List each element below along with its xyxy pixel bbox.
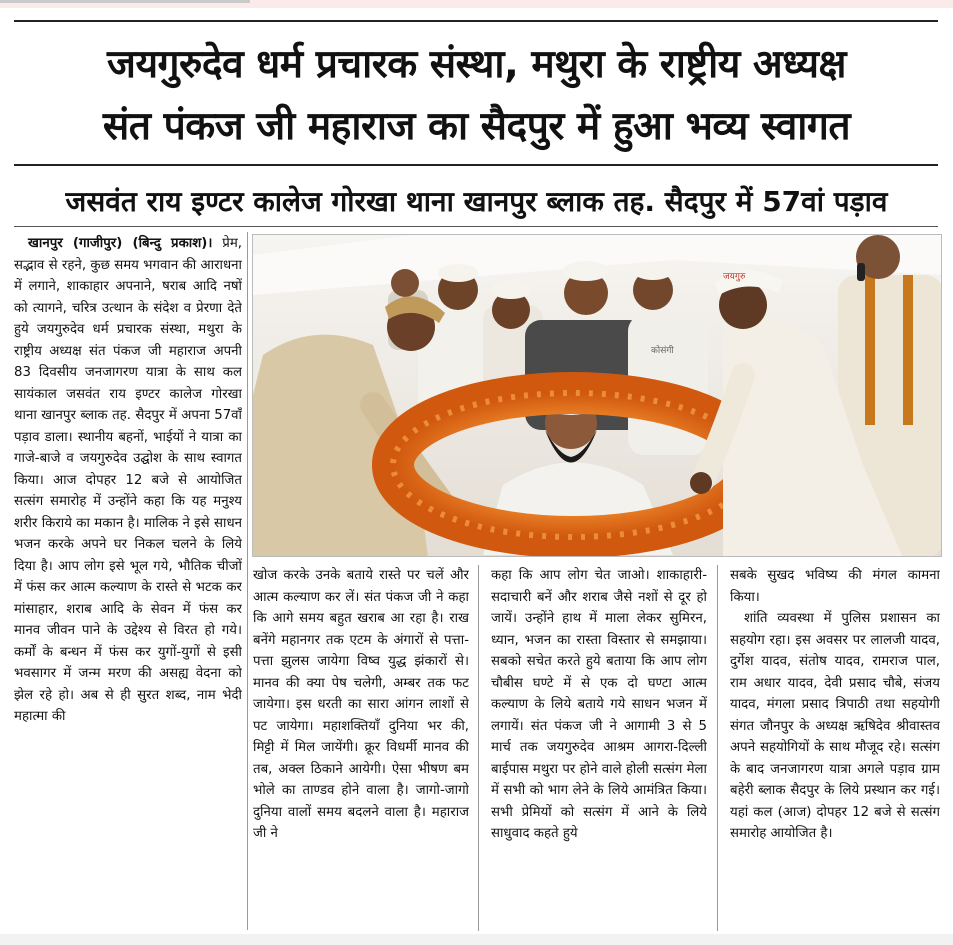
article-column-1 bbox=[14, 233, 242, 931]
article-column-2 bbox=[253, 565, 469, 931]
news-photo bbox=[252, 234, 942, 557]
headline-line-2: संत पंकज जी महाराज का सैदपुर में हुआ भव्य स्वागत bbox=[102, 104, 851, 149]
subhead-rule bbox=[14, 226, 938, 227]
column-2-text: खोज करके उनके बताये रास्ते पर चलें और आत्म कल्याण कर लें। संत पंकज जी ने कहा कि आगे समय बहुत खराब आ रहा है। राख बनेंगे महानगर तक एटम के अंगारों से पत्ता-पत्ता झुलस जायेगा विष्व युद्ध झंकारों से। मानव की क्या पेष चलेगी, अम्बर तक फट जायेगा। इस धरती का सारा आंगन लाशों से पट जायेगा। महाशक्तियाँ दुनिया भर की, मिट्टी में मिल जायेंगी। क्रूर विधर्मी मानव की तब, अक्ल ठिकाने आयेगी। ऐसा भीषण बम भोले का ताण्डव होने वाला है। जागो-जागो दुनिया वालों समय बदलने वाला है। महाराज जी ने bbox=[253, 568, 469, 841]
top-strip bbox=[0, 0, 953, 8]
headline-rule bbox=[14, 164, 938, 166]
column-3-text: कहा कि आप लोग चेत जाओ। शाकाहारी-सदाचारी बनें और शराब जैसे नशों से दूर हो जायें। उन्होंने हाथ में माला लेकर सुमिरन, ध्यान, भजन का रास्ता विस्तार से समझाया। सबको सचेत करते हुये बताया कि आप लोग चौबीस घण्टे में से एक दो घण्टा आत्म कल्याण के लिये बताये गये साधन भजन में लगायें। संत पंकज जी ने आगामी 3 से 5 मार्च तक जयगुरुदेव आश्रम आगरा-दिल्ली बाईपास मथुरा पर होने वाले होली सत्संग मेला में सभी को भाग लेने के लिये आमंत्रित किया। सभी प्रेमियों को सत्संग में आने के लिये साधुवाद कहते हुये bbox=[491, 568, 707, 841]
garland-ceremony-image bbox=[253, 235, 942, 557]
column-divider bbox=[717, 565, 718, 931]
column-divider bbox=[247, 232, 248, 930]
article-column-4 bbox=[730, 565, 940, 931]
vest-label: कोसंगी bbox=[651, 346, 674, 356]
top-rule bbox=[14, 20, 938, 22]
article-column-3 bbox=[491, 565, 707, 931]
page-bottom-strip bbox=[0, 934, 953, 945]
subheadline: जसवंत राय इण्टर कालेज गोरखा थाना खानपुर ब्लाक तह. सैदपुर में 57वां पड़ाव bbox=[65, 185, 888, 218]
column-4-paragraph-1: सबके सुखद भविष्य की मंगल कामना किया। bbox=[730, 568, 940, 605]
column-1-text: प्रेम, सद्भाव से रहने, कुछ समय भगवान की आराधना में लगाने, शाकाहार अपनाने, षराब आदि नषों को त्यागने, चरित्र उत्थान के संदेश व प्रेरणा देते हुये जयगुरुदेव धर्म प्रचारक संस्था, मथुरा के राष्ट्रीय अध्यक्ष संत पंकज जी महाराज अपनी 83 दिवसीय जनजागरण यात्रा के साथ कल सायंकाल जसवंत राय इण्टर कालेज गोरखा थाना खानपुर ब्लाक तह. सैदपुर में अपना 57वाँ पड़ाव डाला। स्थानीय बहनों, भाईयों ने यात्रा का गाजे-बाजे व जयगुरुदेव उद्घोश के साथ स्वागत किया। आज दोपहर 12 बजे से आयोजित सत्संग समारोह में उन्होंने कहा कि यह मनुश्य शरीर किराये का मकान है। मालिक ने इसे साधन भजन करके अपने घर निकल चलने के लिये दिया है। आप लोग इसे भूल गये, भौतिक चीजों में फंस कर आत्म कल्याण के रास्ते से भटक कर मांसाहार, शराब आदि के सेवन में फंस कर मानव जीवन पाने के उद्देश्य से विरत हो गये। कर्मों के बन्धन में फंस कर युगों-युगों से इसी भवसागर में जन्म मरण की असह्य वेदना को झेल रहे हो। अब से ही सुरत शब्द, नाम भेदी महात्मा की bbox=[14, 236, 242, 724]
headline-line-1: जयगुरुदेव धर्म प्रचारक संस्था, मथुरा के राष्ट्रीय अध्यक्ष bbox=[107, 42, 846, 87]
microphone-icon bbox=[857, 263, 865, 281]
column-divider bbox=[478, 565, 479, 931]
dateline: खानपुर (गाजीपुर) (बिन्दु प्रकाश)। bbox=[28, 236, 213, 251]
column-4-paragraph-2: शांति व्यवस्था में पुलिस प्रशासन का सहयोग रहा। इस अवसर पर लालजी यादव, दुर्गेश यादव, संतोष यादव, रामराज पाल, राम अधार यादव, देवी प्रसाद चौबे, संजय यादव, मंगला प्रसाद त्रिपाठी तथा सहयोगी संगत जौनपुर के अध्यक्ष ऋषिदेव श्रीवास्तव अपने सहयोगियों के साथ मौजूद रहे। सत्संग के बाद जनजागरण यात्रा अगले पड़ाव ग्राम बहेरी ब्लाक सैदपुर के लिये प्रस्थान कर गई। यहां कल (आज) दोपहर 12 बजे से सत्संग समारोह आयोजित है। bbox=[730, 611, 940, 841]
cap-label: जयगुरु bbox=[723, 272, 746, 282]
